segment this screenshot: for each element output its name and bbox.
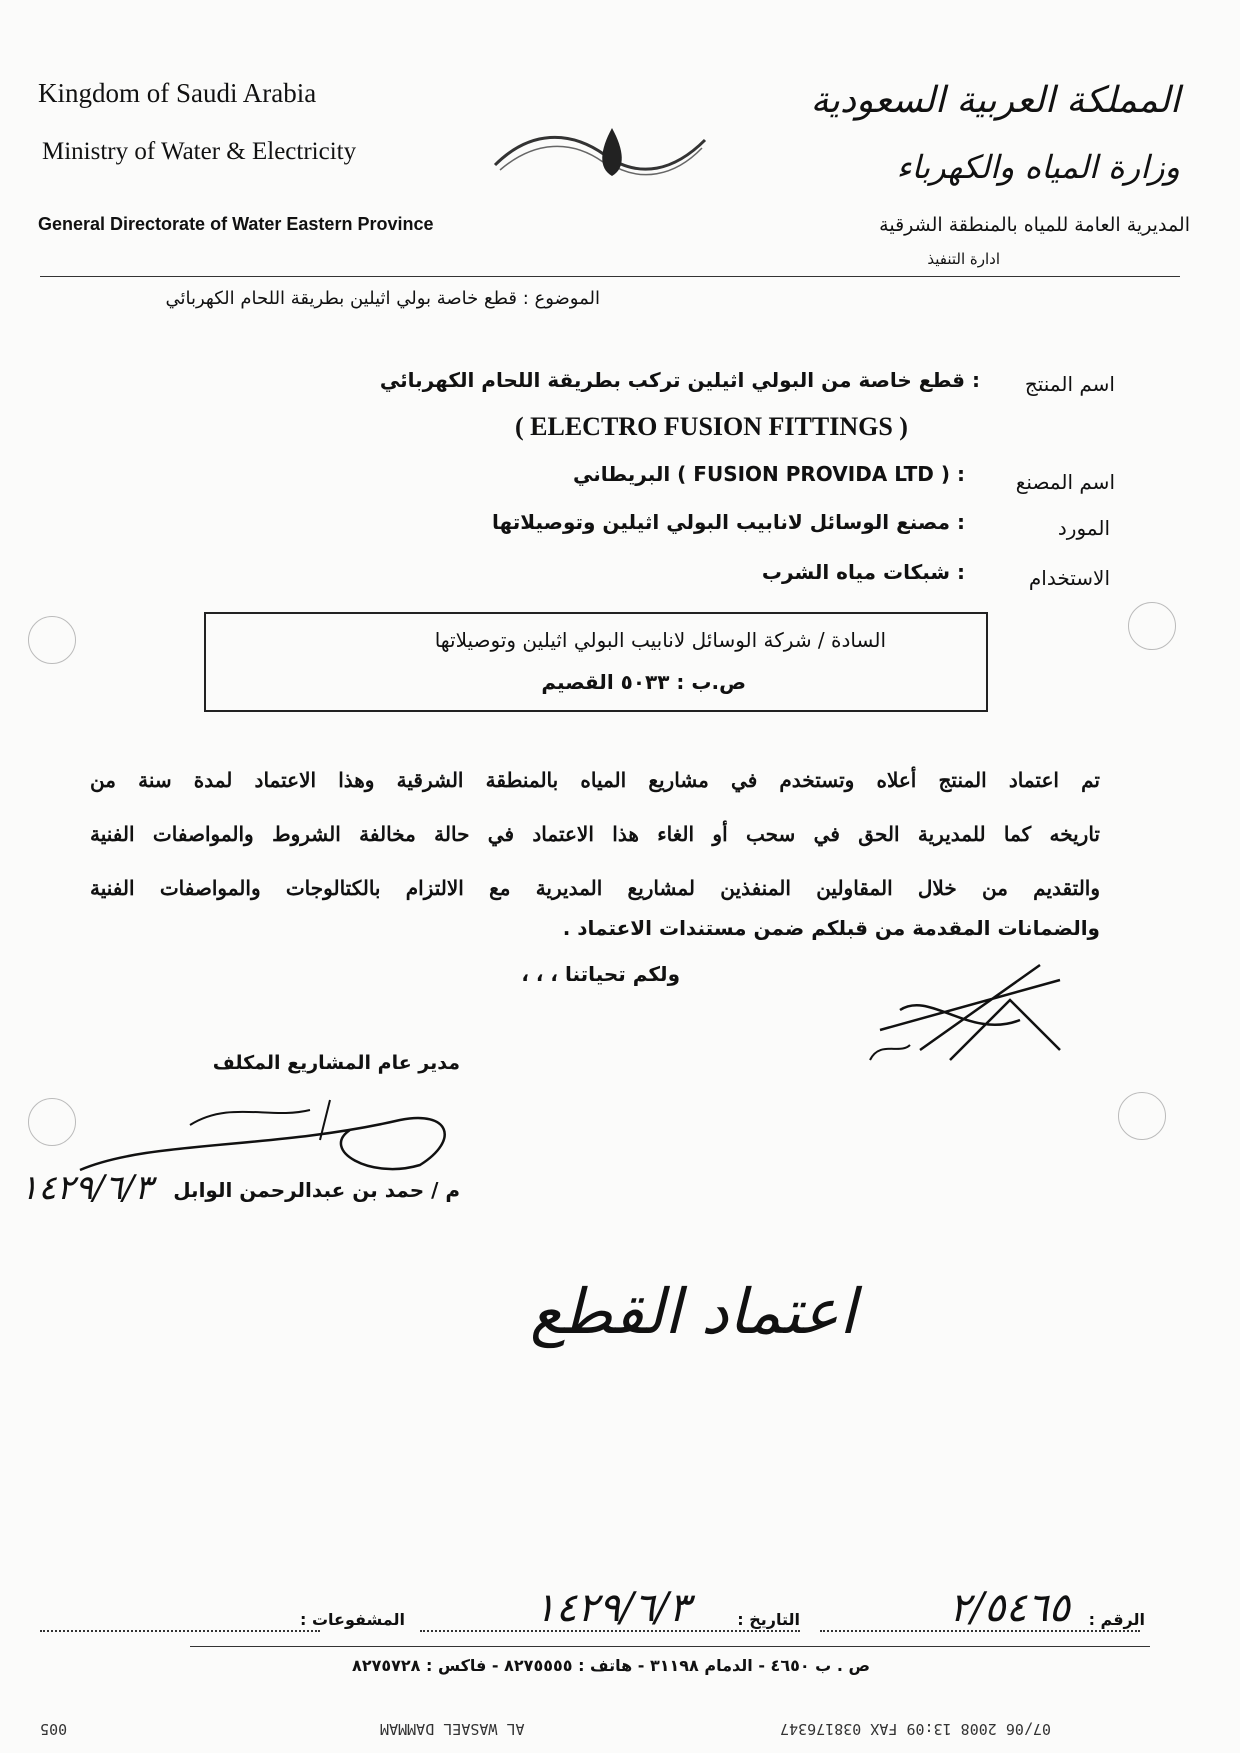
- field-label-product: اسم المنتج: [1024, 372, 1115, 396]
- body-line-2: تاريخه كما للمديرية الحق في سحب أو الغاء هذا الاعتماد في حالة مخالفة الشروط والمواصفات الفنية: [90, 822, 1100, 846]
- header-divider: [40, 276, 1180, 277]
- date-label: التاريخ :: [737, 1610, 800, 1629]
- field-value-manufacturer: : ( FUSION PROVIDA LTD ) البريطاني: [573, 462, 965, 486]
- punch-hole: [28, 1098, 76, 1146]
- ar-country: المملكة العربية السعودية: [810, 80, 1180, 121]
- ref-label: الرقم :: [1088, 1610, 1145, 1629]
- fax-header: 07/06 2008 13:09 FAX 038176347: [780, 1720, 1051, 1738]
- signatory-name: م / حمد بن عبدالرحمن الوابل: [173, 1178, 460, 1202]
- footer-address: ص . ب ٤٦٥٠ - الدمام ٣١١٩٨ - هاتف : ٨٢٧٥٥٥٥ - فاكس : ٨٢٧٥٧٢٨: [352, 1656, 870, 1675]
- signature-scribble: [860, 960, 1080, 1070]
- date-value: ١٤٢٩/٦/٣: [534, 1585, 690, 1631]
- ar-directorate: المديرية العامة للمياه بالمنطقة الشرقية: [879, 214, 1190, 236]
- body-line-1: تم اعتماد المنتج أعلاه وتستخدم في مشاريع المياه بالمنطقة الشرقية وهذا الاعتماد لمدة سنة من: [90, 768, 1100, 792]
- body-line-3: والتقديم من خلال المقاولين المنفذين لمشاريع المديرية مع الالتزام بالكتالوجات والمواصفات الفنية: [90, 876, 1100, 900]
- punch-hole: [1128, 602, 1176, 650]
- ar-department: ادارة التنفيذ: [927, 250, 1000, 268]
- field-value-usage: : شبكات مياه الشرب: [761, 560, 965, 584]
- addressee-line1: السادة / شركة الوسائل لانابيب البولي اثيلين وتوصيلاتها: [434, 628, 886, 652]
- footer-divider: [190, 1646, 1150, 1647]
- subject-line: الموضوع : قطع خاصة بولي اثيلين بطريقة اللحام الكهربائي: [165, 288, 600, 309]
- fax-sender: AL WASAEL DAMMAM: [380, 1720, 525, 1738]
- field-label-manufacturer: اسم المصنع: [1015, 470, 1115, 494]
- field-value-product-en: ( ELECTRO FUSION FITTINGS ): [515, 412, 908, 441]
- handwritten-note: اعتماد القطع: [530, 1275, 857, 1348]
- ar-ministry: وزارة المياه والكهرباء: [896, 148, 1180, 186]
- signatory-hand-date: ١٤٢٩/٦/٣: [20, 1168, 153, 1208]
- field-value-supplier: : مصنع الوسائل لانابيب البولي اثيلين وتوصيلاتها: [492, 510, 965, 534]
- field-label-supplier: المورد: [1057, 516, 1110, 540]
- ref-value: ٢/٥٤٦٥: [949, 1585, 1070, 1631]
- body-line-4: والضمانات المقدمة من قبلكم ضمن مستندات الاعتماد .: [562, 916, 1100, 940]
- en-ministry: Ministry of Water & Electricity: [42, 138, 357, 165]
- addressee-line2: ص.ب : ٥٠٣٣ القصيم: [541, 670, 746, 694]
- addressee-box: [204, 612, 988, 712]
- signatory-title: مدير عام المشاريع المكلف: [212, 1052, 460, 1074]
- field-label-usage: الاستخدام: [1028, 566, 1110, 590]
- ministry-emblem: [490, 110, 710, 190]
- field-value-product: : قطع خاصة من البولي اثيلين تركب بطريقة اللحام الكهربائي: [379, 368, 980, 392]
- attachments-label: المشفوعات :: [299, 1610, 405, 1629]
- punch-hole: [28, 616, 76, 664]
- fax-page-number: 005: [40, 1720, 68, 1738]
- greeting: ولكم تحياتنا ، ، ،: [521, 962, 680, 986]
- attachments-dotline: [40, 1630, 320, 1632]
- en-directorate: General Directorate of Water Eastern Province: [38, 214, 434, 234]
- en-country: Kingdom of Saudi Arabia: [38, 78, 317, 108]
- punch-hole: [1118, 1092, 1166, 1140]
